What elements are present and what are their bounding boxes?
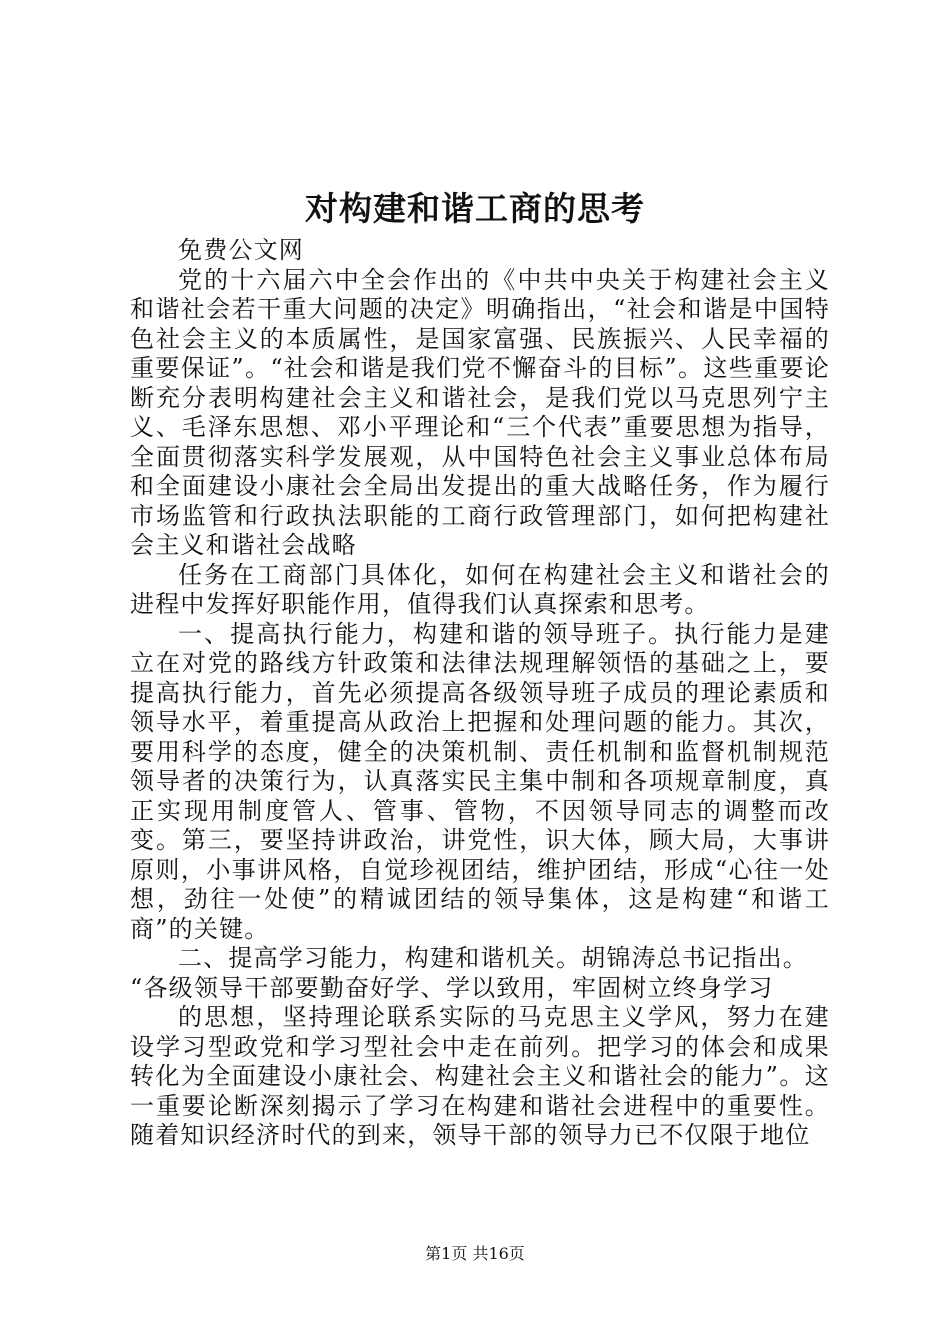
document-body bbox=[130, 236, 830, 1151]
paragraph-quote-start: “各级领导干部要勤奋好学、学以致用，牢固树立终身学习 bbox=[130, 973, 774, 1002]
document-title: 对构建和谐工商的思考 bbox=[305, 189, 645, 228]
paragraph-section-two: 二、提高学习能力，构建和谐机关。胡锦涛总书记指出。 bbox=[178, 944, 808, 972]
page-number-footer: 第1页 共16页 bbox=[425, 1244, 525, 1263]
paragraph-quote-continued: 的思想，坚持理论联系实际的马克思主义学风，努力在建设学习型政党和学习型社会中走在前列。把学习的体会和成果转化为全面建设小康社会、构建社会主义和谐社会的能力”。这一重要论断深刻揭示了学习在构建和谐社会进程中的重要性。随着知识经济时代的到来，领导干部的领导力已不仅限于地位 bbox=[130, 1003, 830, 1149]
paragraph-intro: 党的十六届六中全会作出的《中共中央关于构建社会主义和谐社会若干重大问题的决定》明确指出，“社会和谐是中国特色社会主义的本质属性，是国家富强、民族振兴、人民幸福的重要保证”。“社会和谐是我们党不懈奋斗的目标”。这些重要论断充分表明构建社会主义和谐社会，是我们党以马克思列宁主义、毛泽东思想、邓小平理论和“三个代表”重要思想为指导，全面贯彻落实科学发展观，从中国特色社会主义事业总体布局和全面建设小康社会全局出发提出的重大战略任务，作为履行市场监管和行政执法职能的工商行政管理部门，如何把构建社会主义和谐社会战略 bbox=[130, 265, 830, 559]
paragraph-task: 任务在工商部门具体化，如何在构建社会主义和谐社会的进程中发挥好职能作用，值得我们认真探索和思考。 bbox=[130, 560, 830, 618]
source-line: 免费公文网 bbox=[178, 236, 304, 264]
paragraph-section-one: 一、提高执行能力，构建和谐的领导班子。执行能力是建立在对党的路线方针政策和法律法规理解领悟的基础之上，要提高执行能力，首先必须提高各级领导班子成员的理论素质和领导水平，着重提高从政治上把握和处理问题的能力。其次，要用科学的态度，健全的决策机制、责任机制和监督机制规范领导者的决策行为，认真落实民主集中制和各项规章制度，真正实现用制度管人、管事、管物，不因领导同志的调整而改变。第三，要坚持讲政治，讲党性，识大体，顾大局，大事讲原则，小事讲风格，自觉珍视团结，维护团结，形成“心往一处想，劲往一处使”的精诚团结的领导集体，这是构建“和谐工商”的关键。 bbox=[130, 619, 830, 943]
